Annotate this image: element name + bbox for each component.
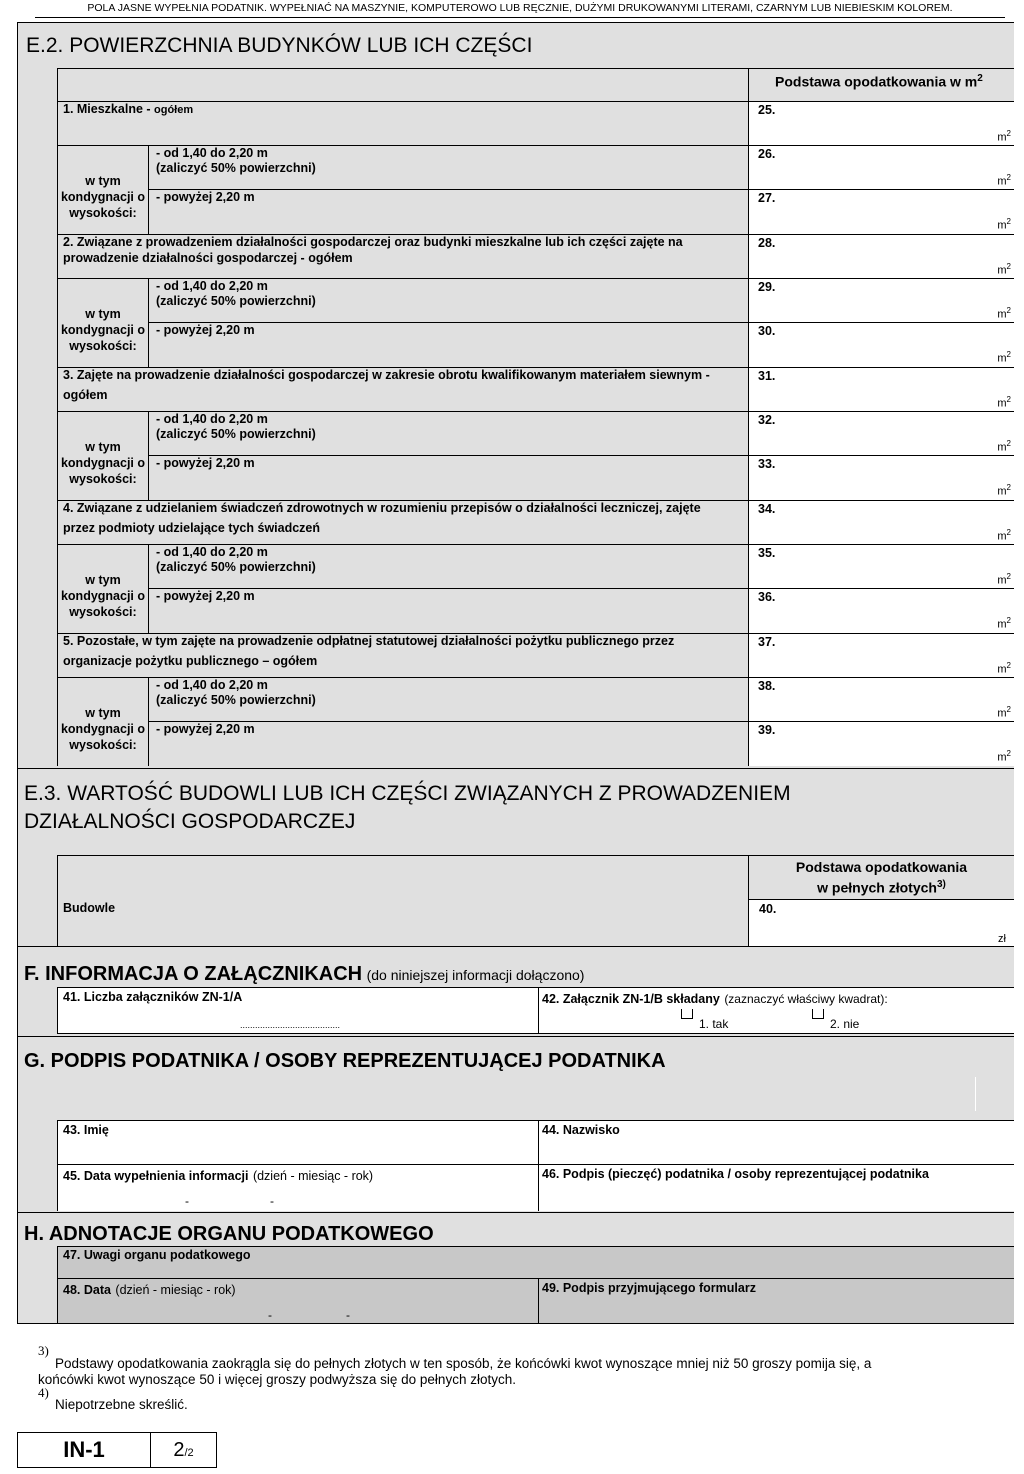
footnote-3-mark: 3): [38, 1343, 49, 1358]
unit-m2: $m^2$: [997, 129, 1011, 144]
e2-area-field-low[interactable]: [748, 411, 1014, 456]
e3-column-header-line2: w pełnych złotych$^{3)}$: [817, 879, 946, 896]
e2-group-title: 1. Mieszkalne - ogółem: [63, 102, 194, 116]
field-number: 27.: [758, 191, 776, 205]
field-number: 34.: [758, 502, 776, 516]
field-45-label: 45. Data wypełnienia informacji (dzień - miesiąc - rok): [63, 1169, 374, 1183]
unit-m2: $m^2$: [997, 705, 1011, 720]
e2-sub-low-label: - od 1,40 do 2,20 m (zaliczyć 50% powierzchni): [156, 545, 316, 574]
footnote-3-line1: Podstawy opodatkowania zaokrągla się do pełnych złotych w ten sposób, że końcówki kwot wynoszące mniej niż 50 groszy pomija się, a: [55, 1356, 872, 1371]
field-number: 33.: [758, 457, 776, 471]
field-number: 36.: [758, 590, 776, 604]
unit-m2: $m^2$: [997, 350, 1011, 365]
e2-area-field-low[interactable]: [748, 278, 1014, 323]
e2-area-field-high[interactable]: [748, 189, 1014, 234]
field-42: [538, 987, 1014, 1034]
field-44[interactable]: [538, 1120, 1014, 1165]
e3-row-label: Budowle: [63, 901, 116, 915]
field-42-option-no[interactable]: [812, 1006, 824, 1024]
field-48-label: 48. Data (dzień - miesiąc - rok): [63, 1283, 236, 1297]
e2-group-title: 4. Związane z udzielaniem świadczeń zdrowotnych w rozumieniu przepisów o działalności leczniczej, zajęte przez podmioty udzielające tych świadczeń: [63, 501, 701, 535]
page-number: 2/2: [150, 1432, 217, 1468]
date-separator: -: [185, 1194, 189, 1208]
unit-m2: $m^2$: [997, 262, 1011, 277]
divider: [975, 1077, 976, 1111]
section-h-title: H. ADNOTACJE ORGANU PODATKOWEGO: [24, 1223, 434, 1245]
e2-area-field-high[interactable]: [748, 588, 1014, 633]
field-49: [538, 1278, 1014, 1323]
field-43-label: 43. Imię: [63, 1123, 109, 1137]
field-48: [57, 1278, 539, 1323]
field-46[interactable]: [538, 1164, 1014, 1211]
e2-area-field-high[interactable]: [748, 455, 1014, 500]
field-40-unit: zł: [998, 933, 1006, 945]
date-separator: -: [270, 1194, 274, 1208]
field-number: 32.: [758, 413, 776, 427]
e2-area-field[interactable]: [748, 500, 1014, 545]
field-41-label: 41. Liczba załączników ZN-1/A: [63, 990, 243, 1004]
field-46-label: 46. Podpis (pieczęć) podatnika / osoby reprezentującej podatnika: [542, 1167, 929, 1181]
e2-wtym-label: w tym kondygnacji o wysokości:: [60, 573, 146, 619]
field-44-label: 44. Nazwisko: [542, 1123, 620, 1137]
field-number: 38.: [758, 679, 776, 693]
unit-m2: $m^2$: [997, 616, 1011, 631]
unit-m2: $m^2$: [997, 661, 1011, 676]
field-number: 26.: [758, 147, 776, 161]
unit-m2: $m^2$: [997, 528, 1011, 543]
field-number: 37.: [758, 635, 776, 649]
form-code: IN-1: [17, 1432, 151, 1468]
e2-wtym-label: w tym kondygnacji o wysokości:: [60, 440, 146, 486]
unit-m2: $m^2$: [997, 306, 1011, 321]
e2-area-field[interactable]: [748, 234, 1014, 279]
e2-area-field-high[interactable]: [748, 322, 1014, 367]
section-f-title: F. INFORMACJA O ZAŁĄCZNIKACH (do niniejszej informacji dołączono): [24, 963, 585, 985]
field-49-label: 49. Podpis przyjmującego formularz: [542, 1281, 756, 1295]
field-number: 29.: [758, 280, 776, 294]
unit-m2: $m^2$: [997, 395, 1011, 410]
e2-area-field-low[interactable]: [748, 677, 1014, 722]
field-number: 35.: [758, 546, 776, 560]
field-42-option-no-label: 2. nie: [830, 1017, 860, 1031]
e2-area-field-low[interactable]: [748, 544, 1014, 589]
e2-wtym-label: w tym kondygnacji o wysokości:: [60, 174, 146, 220]
date-separator: -: [346, 1308, 350, 1322]
section-e3-title-line2: DZIAŁALNOŚCI GOSPODARCZEJ: [24, 810, 356, 833]
field-42-option-yes-label: 1. tak: [699, 1017, 729, 1031]
e2-area-field[interactable]: [748, 367, 1014, 412]
e2-wtym-label: w tym kondygnacji o wysokości:: [60, 706, 146, 752]
e2-group-title: 5. Pozostałe, w tym zajęte na prowadzenie odpłatnej statutowej działalności pożytku publicznego przez organizacje pożytku publicznego – ogółem: [63, 634, 675, 668]
unit-m2: $m^2$: [997, 749, 1011, 764]
section-e3-title-line1: E.3. WARTOŚĆ BUDOWLI LUB ICH CZĘŚCI ZWIĄZANYCH Z PROWADZENIEM: [24, 782, 791, 805]
e2-area-field-low[interactable]: [748, 145, 1014, 190]
e2-sub-low-label: - od 1,40 do 2,20 m (zaliczyć 50% powierzchni): [156, 279, 316, 308]
field-42-label: 42. Załącznik ZN-1/B składany (zaznaczyć właściwy kwadrat):: [542, 992, 888, 1006]
header-instruction: POLA JASNE WYPEŁNIA PODATNIK. WYPEŁNIAĆ NA MASZYNIE, KOMPUTEROWO LUB RĘCZNIE, DUŻYMI DRUKOWANYMI LITERAMI, CZARNYM LUB NIEBIESKIM KOLOREM.: [35, 0, 1005, 18]
field-42-option-yes[interactable]: [681, 1006, 693, 1024]
field-41[interactable]: [57, 987, 539, 1034]
field-40-number: 40.: [759, 902, 777, 916]
e2-wtym-label: w tym kondygnacji o wysokości:: [60, 307, 146, 353]
field-43[interactable]: [57, 1120, 539, 1165]
unit-m2: $m^2$: [997, 439, 1011, 454]
e3-column-header: [748, 855, 1014, 900]
e2-sub-high-label: - powyżej 2,20 m: [156, 589, 255, 603]
field-number: 31.: [758, 369, 776, 383]
e2-sub-high-label: - powyżej 2,20 m: [156, 190, 255, 204]
checkbox-icon[interactable]: [812, 1009, 824, 1019]
unit-m2: $m^2$: [997, 173, 1011, 188]
footnote-4-mark: 4): [38, 1385, 49, 1400]
field-41-dots: ........................................: [240, 1020, 341, 1030]
e2-sub-low-label: - od 1,40 do 2,20 m (zaliczyć 50% powierzchni): [156, 412, 316, 441]
e3-label-cell: [57, 855, 749, 946]
e2-sub-high-label: - powyżej 2,20 m: [156, 722, 255, 736]
e2-area-field[interactable]: [748, 101, 1014, 146]
unit-m2: $m^2$: [997, 217, 1011, 232]
e2-sub-high-label: - powyżej 2,20 m: [156, 323, 255, 337]
unit-m2: $m^2$: [997, 483, 1011, 498]
e2-sub-low-label: - od 1,40 do 2,20 m (zaliczyć 50% powierzchni): [156, 146, 316, 175]
e2-area-field[interactable]: [748, 633, 1014, 678]
e2-group-title: 2. Związane z prowadzeniem działalności gospodarczej oraz budynki mieszkalne lub ich części zajęte na prowadzenie działalności gospodarczej - ogółem: [63, 235, 683, 265]
footnote-4-text: Niepotrzebne skreślić.: [55, 1397, 188, 1412]
checkbox-icon[interactable]: [681, 1009, 693, 1019]
field-47: [57, 1246, 1014, 1279]
field-number: 39.: [758, 723, 776, 737]
field-number: 30.: [758, 324, 776, 338]
field-40[interactable]: [748, 899, 1014, 946]
e2-column-header-label: Podstawa opodatkowania w $m^2$: [775, 73, 983, 90]
e2-header-spacer: [57, 68, 749, 101]
e2-group-title: 3. Zajęte na prowadzenie działalności gospodarczej w zakresie obrotu kwalifikowanym materiałem siewnym - ogółem: [63, 368, 710, 402]
footnote-3-line2: końcówki kwot wynoszące 50 i więcej groszy podwyższa się do pełnych złotych.: [38, 1372, 516, 1387]
field-number: 25.: [758, 103, 776, 117]
field-number: 28.: [758, 236, 776, 250]
section-e2-title: E.2. POWIERZCHNIA BUDYNKÓW LUB ICH CZĘŚCI: [26, 34, 533, 57]
section-g-title: G. PODPIS PODATNIKA / OSOBY REPREZENTUJĄCEJ PODATNIKA: [24, 1050, 666, 1072]
e2-sub-high-label: - powyżej 2,20 m: [156, 456, 255, 470]
unit-m2: $m^2$: [997, 572, 1011, 587]
field-45[interactable]: [57, 1164, 539, 1211]
e3-column-header-line1: Podstawa opodatkowania: [795, 859, 968, 875]
field-47-label: 47. Uwagi organu podatkowego: [63, 1248, 251, 1262]
date-separator: -: [268, 1308, 272, 1322]
e2-area-field-high[interactable]: [748, 721, 1014, 766]
e2-sub-low-label: - od 1,40 do 2,20 m (zaliczyć 50% powierzchni): [156, 678, 316, 707]
